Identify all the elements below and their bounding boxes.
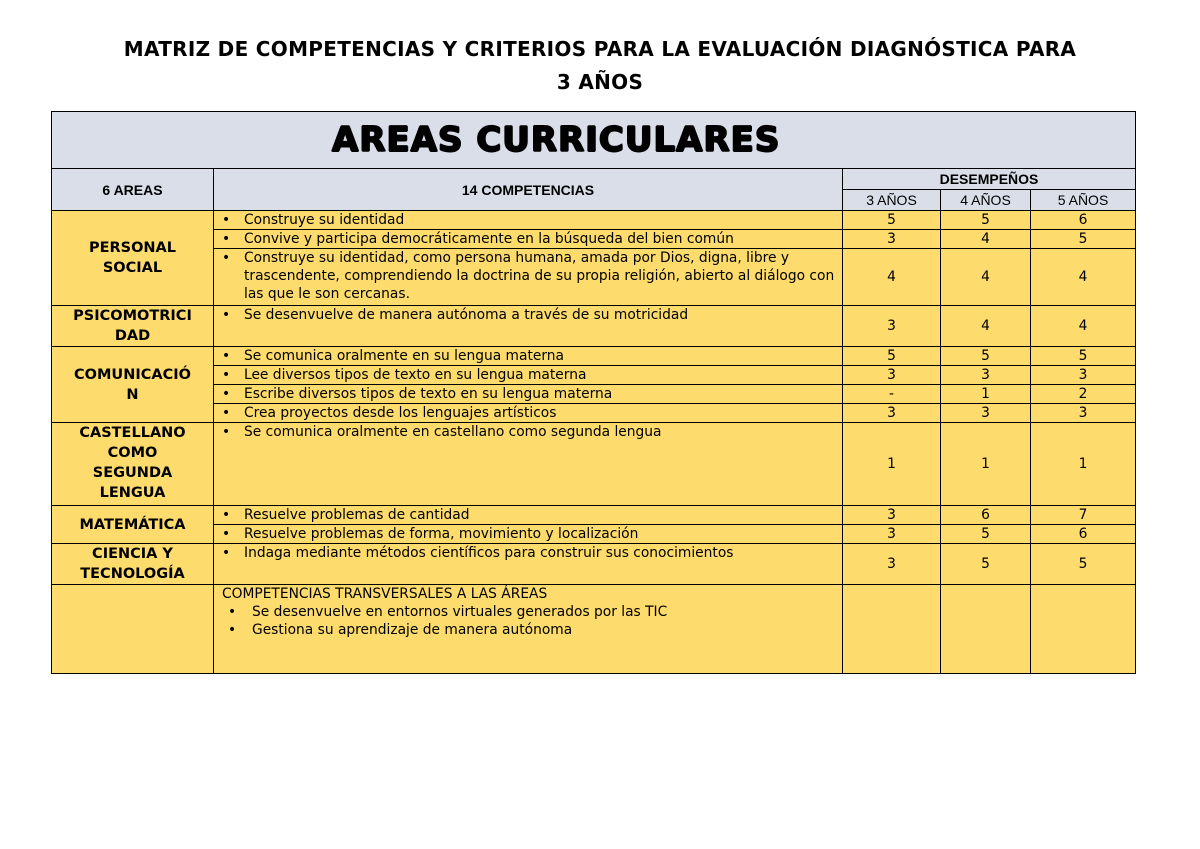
competency-cell (214, 366, 843, 385)
transversal-area-cell (52, 585, 214, 674)
competency-cell (214, 249, 843, 306)
competency-text: Se comunica oralmente en castellano como segunda lengua (244, 424, 662, 440)
area-name-cell: PSICOMOTRICI DAD (52, 306, 214, 347)
area-name-cell: MATEMÁTICA (52, 506, 214, 544)
desempeno-4-anos: 4 (941, 249, 1031, 306)
competency-cell (214, 211, 843, 230)
competency-text: Lee diversos tipos de texto en su lengua materna (244, 367, 587, 383)
desempeno-4-anos: 6 (941, 506, 1031, 525)
desempeno-4-anos: 5 (941, 347, 1031, 366)
competency-cell (214, 404, 843, 423)
desempeno-4-anos: 1 (941, 385, 1031, 404)
desempeno-4-anos: 4 (941, 306, 1031, 347)
desempeno-3-anos: 3 (843, 366, 941, 385)
competency-text: Construye su identidad (244, 212, 405, 228)
competency-text: Resuelve problemas de forma, movimiento y localización (244, 526, 639, 542)
banner-cell (52, 112, 1136, 169)
transversal-item (222, 621, 842, 639)
competency-text: Se comunica oralmente en su lengua materna (244, 348, 564, 364)
bullet-icon: • (228, 604, 237, 620)
bullet-icon: • (222, 424, 231, 440)
desempeno-3-anos: 4 (843, 249, 941, 306)
competency-cell (214, 423, 843, 506)
competency-cell (214, 385, 843, 404)
desempeno-4-anos: 5 (941, 544, 1031, 585)
competency-cell (214, 525, 843, 544)
header-desempenos: DESEMPEÑOS (843, 169, 1136, 190)
transversal-item (222, 603, 842, 621)
area-name-cell: CIENCIA Y TECNOLOGÍA (52, 544, 214, 585)
area-name-cell: COMUNICACIÓ N (52, 347, 214, 423)
desempeno-3-anos: 3 (843, 525, 941, 544)
bullet-icon: • (222, 231, 231, 247)
desempeno-5-anos: 1 (1031, 423, 1136, 506)
transversal-item-text: Gestiona su aprendizaje de manera autónoma (252, 622, 573, 638)
desempeno-5-anos: 4 (1031, 249, 1136, 306)
transversal-empty-cell (1031, 585, 1136, 674)
bullet-icon: • (222, 348, 231, 364)
competency-cell (214, 306, 843, 347)
bullet-icon: • (222, 526, 231, 542)
header-3-anos: 3 AÑOS (843, 190, 941, 211)
bullet-icon: • (222, 212, 231, 228)
desempeno-3-anos: 3 (843, 404, 941, 423)
desempeno-5-anos: 5 (1031, 347, 1136, 366)
bullet-icon: • (222, 545, 231, 561)
desempeno-4-anos: 4 (941, 230, 1031, 249)
title-line-2: 3 AÑOS (556, 70, 644, 94)
competency-text: Convive y participa democráticamente en la búsqueda del bien común (244, 231, 734, 247)
competency-text: Se desenvuelve de manera autónoma a través de su motricidad (244, 307, 689, 323)
desempeno-5-anos: 3 (1031, 366, 1136, 385)
bullet-icon: • (222, 250, 231, 266)
desempeno-5-anos: 7 (1031, 506, 1136, 525)
desempeno-4-anos: 3 (941, 404, 1031, 423)
desempeno-5-anos: 4 (1031, 306, 1136, 347)
desempeno-5-anos: 6 (1031, 525, 1136, 544)
competency-text: Construye su identidad, como persona humana, amada por Dios, digna, libre y trascendente, comprendiendo la doctrina de su propia religión, abierto al diálogo con las que le son cercanas. (244, 250, 835, 302)
header-competencias: 14 COMPETENCIAS (214, 169, 843, 211)
desempeno-3-anos: 5 (843, 347, 941, 366)
header-areas: 6 AREAS (52, 169, 214, 211)
header-5-anos: 5 AÑOS (1031, 190, 1136, 211)
desempeno-3-anos: - (843, 385, 941, 404)
competency-cell (214, 230, 843, 249)
desempeno-3-anos: 1 (843, 423, 941, 506)
competency-text: Indaga mediante métodos científicos para construir sus conocimientos (244, 545, 734, 561)
competency-text: Resuelve problemas de cantidad (244, 507, 470, 523)
competency-text: Crea proyectos desde los lenguajes artísticos (244, 405, 557, 421)
transversal-item-text: Se desenvuelve en entornos virtuales generados por las TIC (252, 604, 668, 620)
bullet-icon: • (222, 405, 231, 421)
area-name-cell: CASTELLANO COMO SEGUNDA LENGUA (52, 423, 214, 506)
desempeno-5-anos: 2 (1031, 385, 1136, 404)
area-name-cell: PERSONAL SOCIAL (52, 211, 214, 306)
desempeno-4-anos: 3 (941, 366, 1031, 385)
desempeno-5-anos: 5 (1031, 230, 1136, 249)
header-4-anos: 4 AÑOS (941, 190, 1031, 211)
competency-cell (214, 347, 843, 366)
desempeno-4-anos: 1 (941, 423, 1031, 506)
document-title (0, 33, 1200, 99)
transversal-title: COMPETENCIAS TRANSVERSALES A LAS ÁREAS (222, 586, 548, 602)
desempeno-5-anos: 6 (1031, 211, 1136, 230)
transversal-empty-cell (843, 585, 941, 674)
competency-matrix-table (51, 111, 1136, 674)
bullet-icon: • (222, 386, 231, 402)
desempeno-5-anos: 5 (1031, 544, 1136, 585)
competency-text: Escribe diversos tipos de texto en su lengua materna (244, 386, 613, 402)
desempeno-3-anos: 3 (843, 506, 941, 525)
bullet-icon: • (222, 307, 231, 323)
bullet-icon: • (222, 367, 231, 383)
banner-title: AREAS CURRICULARES (332, 120, 781, 160)
desempeno-4-anos: 5 (941, 211, 1031, 230)
desempeno-3-anos: 5 (843, 211, 941, 230)
competency-cell (214, 544, 843, 585)
title-line-1: MATRIZ DE COMPETENCIAS Y CRITERIOS PARA LA EVALUACIÓN DIAGNÓSTICA PARA (123, 37, 1077, 61)
bullet-icon: • (228, 622, 237, 638)
desempeno-3-anos: 3 (843, 306, 941, 347)
desempeno-3-anos: 3 (843, 544, 941, 585)
transversal-cell (214, 585, 843, 674)
transversal-empty-cell (941, 585, 1031, 674)
competency-cell (214, 506, 843, 525)
desempeno-4-anos: 5 (941, 525, 1031, 544)
desempeno-3-anos: 3 (843, 230, 941, 249)
desempeno-5-anos: 3 (1031, 404, 1136, 423)
bullet-icon: • (222, 507, 231, 523)
